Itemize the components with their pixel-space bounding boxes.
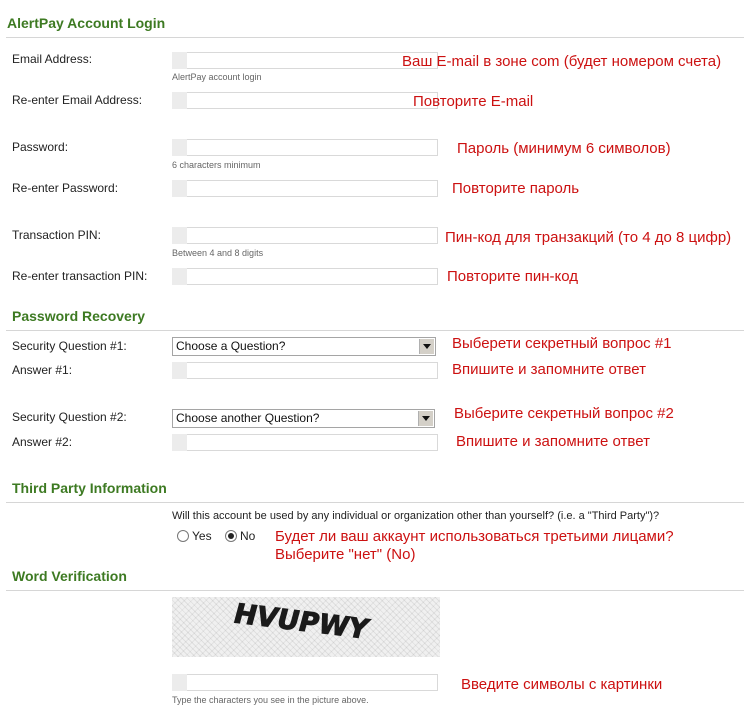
password-input[interactable] [172, 139, 438, 156]
captcha-text: HVUPWY [230, 598, 372, 646]
third-party-note-line1: Будет ли ваш аккаунт использоваться третьими лицами? [275, 528, 674, 545]
security-question-1-note: Выберети секретный вопрос #1 [452, 335, 672, 352]
reemail-label: Re-enter Email Address: [12, 93, 143, 107]
security-question-1-label: Security Question #1: [12, 339, 127, 353]
third-party-yes-radio[interactable] [177, 530, 189, 542]
third-party-no-radio[interactable] [225, 530, 237, 542]
answer-1-note: Впишите и запомните ответ [452, 361, 646, 378]
security-question-2-label: Security Question #2: [12, 410, 127, 424]
section-title-word-verification: Word Verification [12, 568, 127, 584]
section-divider [6, 330, 744, 331]
email-label: Email Address: [12, 52, 93, 66]
repassword-label: Re-enter Password: [12, 181, 119, 195]
answer-1-input[interactable] [172, 362, 438, 379]
section-divider [6, 590, 744, 591]
password-label: Password: [12, 140, 69, 154]
email-input[interactable] [172, 52, 438, 69]
email-hint: AlertPay account login [172, 72, 262, 82]
third-party-no-label[interactable]: No [240, 529, 256, 543]
third-party-question: Will this account be used by any individual or organization other than yourself? (i.e. a "Third Party")? [172, 510, 660, 522]
section-divider [6, 502, 744, 503]
answer-2-label: Answer #2: [12, 435, 73, 449]
pin-note: Пин-код для транзакций (то 4 до 8 цифр) [445, 229, 732, 246]
dropdown-arrow-icon[interactable] [418, 411, 433, 426]
answer-2-note: Впишите и запомните ответ [456, 433, 650, 450]
third-party-yes-label[interactable]: Yes [192, 529, 212, 543]
captcha-note: Введите символы с картинки [461, 676, 663, 693]
email-note: Ваш E-mail в зоне com (будет номером счета) [402, 53, 722, 70]
captcha-input[interactable] [172, 674, 438, 691]
security-question-1-value: Choose a Question? [176, 339, 286, 353]
section-title-account-login: AlertPay Account Login [7, 15, 166, 31]
reemail-input[interactable] [172, 92, 438, 109]
reemail-note: Повторите E-mail [413, 93, 534, 110]
section-title-third-party: Third Party Information [12, 480, 167, 496]
third-party-note-line2: Выберите "нет" (No) [275, 546, 416, 563]
security-question-2-select[interactable] [172, 409, 435, 428]
dropdown-arrow-icon[interactable] [419, 339, 434, 354]
pin-label: Transaction PIN: [12, 228, 101, 242]
section-divider [6, 37, 744, 38]
captcha-hint: Type the characters you see in the picture above. [172, 695, 369, 705]
captcha-image [172, 597, 440, 657]
pin-input[interactable] [172, 227, 438, 244]
repin-label: Re-enter transaction PIN: [12, 269, 148, 283]
section-title-password-recovery: Password Recovery [12, 308, 146, 324]
answer-1-label: Answer #1: [12, 363, 73, 377]
security-question-2-note: Выберите секретный вопрос #2 [454, 405, 674, 422]
repin-note: Повторите пин-код [447, 268, 579, 285]
security-question-1-select[interactable] [172, 337, 436, 356]
repassword-input[interactable] [172, 180, 438, 197]
security-question-2-value: Choose another Question? [176, 411, 320, 425]
repin-input[interactable] [172, 268, 438, 285]
password-note: Пароль (минимум 6 символов) [457, 140, 671, 157]
password-hint: 6 characters minimum [172, 160, 261, 170]
pin-hint: Between 4 and 8 digits [172, 248, 264, 258]
answer-2-input[interactable] [172, 434, 438, 451]
repassword-note: Повторите пароль [452, 180, 580, 197]
